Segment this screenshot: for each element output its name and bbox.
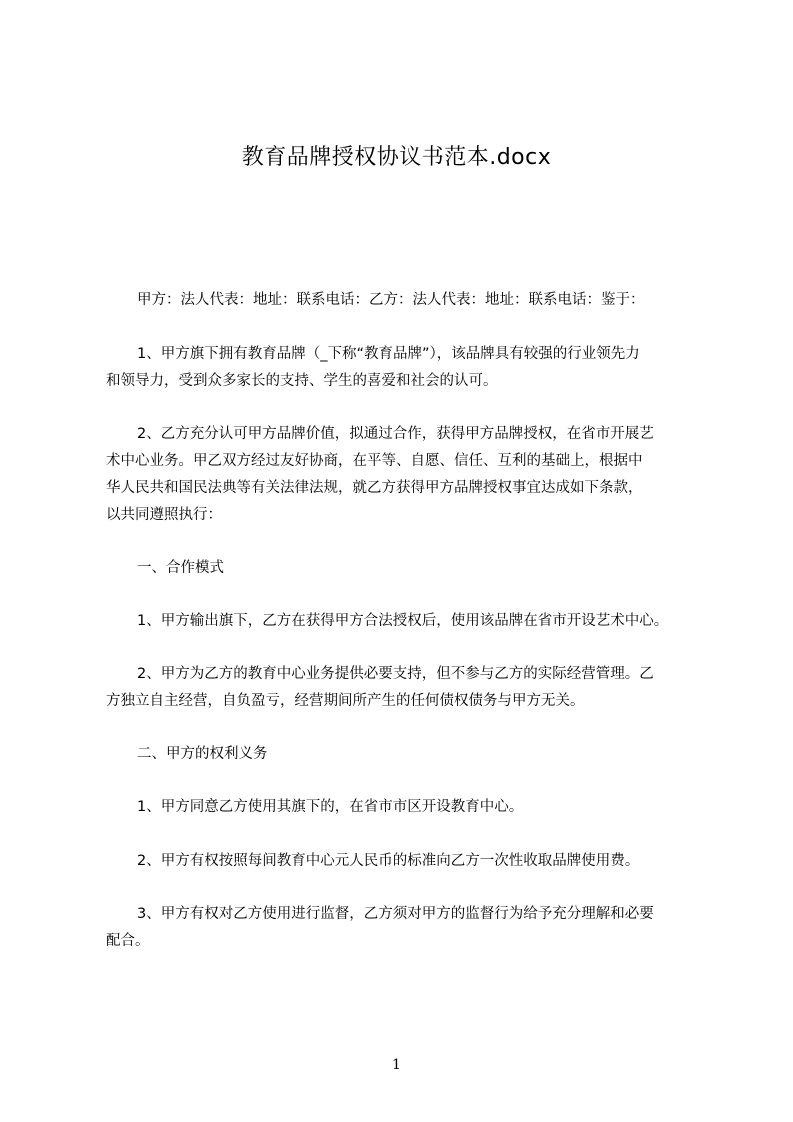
- recital-2-line-1: 2、乙方充分认可甲方品牌价值，拟通过合作，获得甲方品牌授权，在省市开展艺: [137, 426, 654, 442]
- section-2-clause-2: 2、甲方有权按照每间教育中心元人民币的标准向乙方一次性收取品牌使用费。: [137, 853, 640, 869]
- section-2-heading: 二、甲方的权利义务: [137, 746, 268, 762]
- page-number: 1: [392, 1057, 401, 1073]
- section-1-clause-2-line-1: 2、甲方为乙方的教育中心业务提供必要支持，但不参与乙方的实际经营管理。乙: [137, 666, 654, 682]
- section-2-clause-1: 1、甲方同意乙方使用其旗下的，在省市市区开设教育中心。: [137, 799, 524, 815]
- recital-1-line-1: 1、甲方旗下拥有教育品牌（_下称“教育品牌”），该品牌具有较强的行业领先力: [137, 346, 640, 362]
- section-2-clause-3-line-1: 3、甲方有权对乙方使用进行监督，乙方须对甲方的监督行为给予充分理解和必要: [137, 906, 654, 922]
- document-title: 教育品牌授权协议书范本.docx: [241, 145, 552, 170]
- section-1-clause-2-line-2: 方独立自主经营，自负盈亏，经营期间所产生的任何债权债务与甲方无关。: [106, 693, 585, 709]
- section-1-heading: 一、合作模式: [137, 560, 224, 576]
- recital-2-line-2: 术中心业务。甲乙双方经过友好协商，在平等、自愿、信任、互利的基础上，根据中: [106, 453, 643, 469]
- recital-2-line-4: 以共同遵照执行：: [106, 507, 222, 523]
- recital-1-line-2: 和领导力，受到众多家长的支持、学生的喜爱和社会的认可。: [106, 373, 498, 389]
- parties-line: 甲方：法人代表：地址：联系电话：乙方：法人代表：地址：联系电话：鉴于：: [137, 292, 645, 308]
- section-1-clause-1: 1、甲方输出旗下，乙方在获得甲方合法授权后，使用该品牌在省市开设艺术中心。: [137, 613, 669, 629]
- section-2-clause-3-line-2: 配合。: [106, 933, 150, 949]
- recital-2-line-3: 华人民共和国民法典等有关法律法规，就乙方获得甲方品牌授权事宜达成如下条款，: [106, 480, 643, 496]
